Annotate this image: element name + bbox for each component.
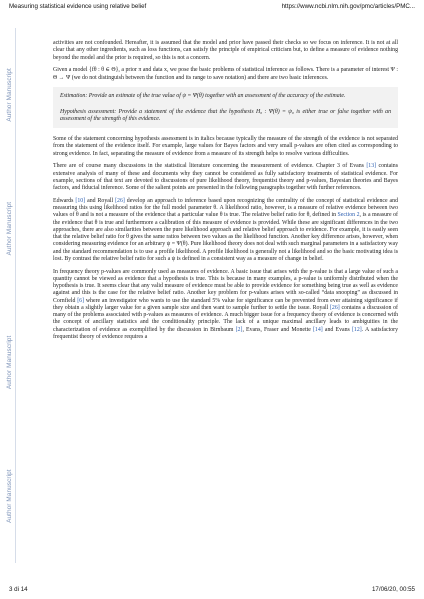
citation-link[interactable]: [14] (312, 326, 323, 333)
paragraph: Edwards [10] and Royall [26] develop an approach to inference based upon recognizing the centrality of the concept of statistical evidence and measuring this using likelihood ratios for the full model parameter θ. A likelihood ratio, however, is a measure of relative evidence between two values of θ and is not a measure of the evidence that a particular value θ is true. The relative belief ratio for θ, defined in Section 2, is a measure of the evidence that θ is true and furthermore a calibration of this measure of evidence is provided. While these are significant differences in the two approaches, there are also similarities between the pure likelihood approach and relative belief approach to evidence. For example, it is easily seen that the relative belief ratio for θ gives the same ratios between two values as the likelihood function. Another key difference arises, however, when considering measuring evidence for an arbitrary ψ = Ψ(θ). Pure likelihood theory does not deal with such marginal parameters in a satisfactory way and the standard recommendation is to use a profile likelihood. A profile likelihood is generally not a likelihood and so the basic motivating idea is lost. By contrast the relative belief ratio for such a ψ is defined in a consistent way as a measure of change in belief. (53, 197, 398, 262)
paragraph: Given a model {fθ : θ ∈ Θ}, a prior π and data x, we pose the basic problems of statistical inference as follows. There is a parameter of interest Ψ : Θ → Ψ (we do not distinguish between the function and its range to save notation) and there are two basic inferences. (53, 67, 398, 81)
rail-label: Author Manuscript (5, 68, 13, 122)
rail-label: Author Manuscript (5, 335, 13, 390)
citation-link[interactable]: [26] (329, 304, 340, 311)
print-header (9, 3, 415, 13)
citation-link[interactable]: [10] (75, 197, 86, 204)
paragraph: activities are not confounded. Hereafter, it is assumed that the model and prior have passed their checks so we focus on inference. It is not at all clear that any other ingredients, such as loss functions, can satisfy the principle of empirical criticism but, to define a measure of evidence nothing beyond the model and the prior is required, so this is not a concern. (53, 40, 398, 61)
rail-label: Author Manuscript (5, 201, 13, 256)
document-title: Measuring statistical evidence using relative belief (9, 3, 147, 10)
estimation-statement: Estimation: Provide an estimate of the true value of ψ = Ψ(θ) together with an assessment of the accuracy of the estimate. (60, 93, 346, 100)
page-counter: 3 di 14 (9, 586, 28, 593)
section-link[interactable]: Section 2 (337, 212, 360, 219)
paragraph: In frequency theory p-values are commonly used as measures of evidence. A basic issue that arises with the p-value is that a large value of such a quantity cannot be viewed as evidence that a hypothesis is true. This is because in many examples, a p-value is uniformly distributed when the hypothesis is true. It seems clear that any valid measure of evidence must be able to provide evidence for something being true as well as evidence against and this is the case for the relative belief ratio. Another key problem for p-values arises with so-called “data snooping” as discussed in Cornfield [6] where an investigator who wants to use the standard 5% value for significance can be prevented from ever attaining significance if they obtain a slightly larger value for a given sample size and then want to sample further to settle the issue. Royall [26] contains a discussion of many of the problems associated with p-values as measures of evidence. A much bigger issue for a frequency theory of evidence is concerned with the concept of ancillary statistics and the conditionality principle. The lack of a unique maximal ancillary leads to ambiguities in the characterization of evidence as exemplified by the discussion in Birnbaum [2], Evans, Fraser and Monette [14] and Evans [12]. A satisfactory frequentist theory of evidence requires a (53, 268, 399, 340)
paragraph: Some of the statement concerning hypothesis assessment is in italics because typically the measure of the strength of the evidence is not separated from the statement of the evidence itself. For example, large values for Bayes factors and very small p-values are often cited as corresponding to strong evidence. In fact, separating the measure of evidence from a measure of its strength helps to resolve various difficulties. (53, 136, 398, 157)
citation-link[interactable]: [12] (351, 326, 362, 333)
print-datetime: 17/06/20, 00:55 (371, 586, 415, 593)
rail-label: Author Manuscript (5, 469, 13, 523)
article-body (53, 40, 398, 347)
manuscript-rail (3, 28, 15, 563)
paragraph: There are of course many discussions in the statistical literature concerning the measurement of evidence. Chapter 3 of Evans [13] contains extensive analysis of many of these and documents why they cannot be considered as fully satisfactory treatments of statistical evidence. For example, sections of that text are devoted to discussions of pure likelihood theory, frequentist theory and p-values, Bayesian theories and Bayes factors, and fiducial inference. Some of the salient points are presented in the following paragraphs together with further references. (53, 163, 398, 191)
rail-divider (15, 28, 16, 563)
print-footer (9, 586, 415, 595)
citation-link[interactable]: [26] (115, 197, 125, 204)
citation-link[interactable]: [13] (366, 163, 377, 170)
hypothesis-statement: Hypothesis assessment: Provide a statement of the evidence that the hypothesis H₀ : Ψ(θ) = ψ₀ is either true or false together with an assessment of the strength of this evidence. (60, 108, 391, 122)
citation-link[interactable]: [6] (77, 297, 85, 304)
definition-box (53, 87, 398, 128)
citation-link[interactable]: [2] (235, 326, 243, 333)
page-url[interactable]: https://www.ncbi.nlm.nih.gov/pmc/articles/PMC... (281, 3, 415, 10)
